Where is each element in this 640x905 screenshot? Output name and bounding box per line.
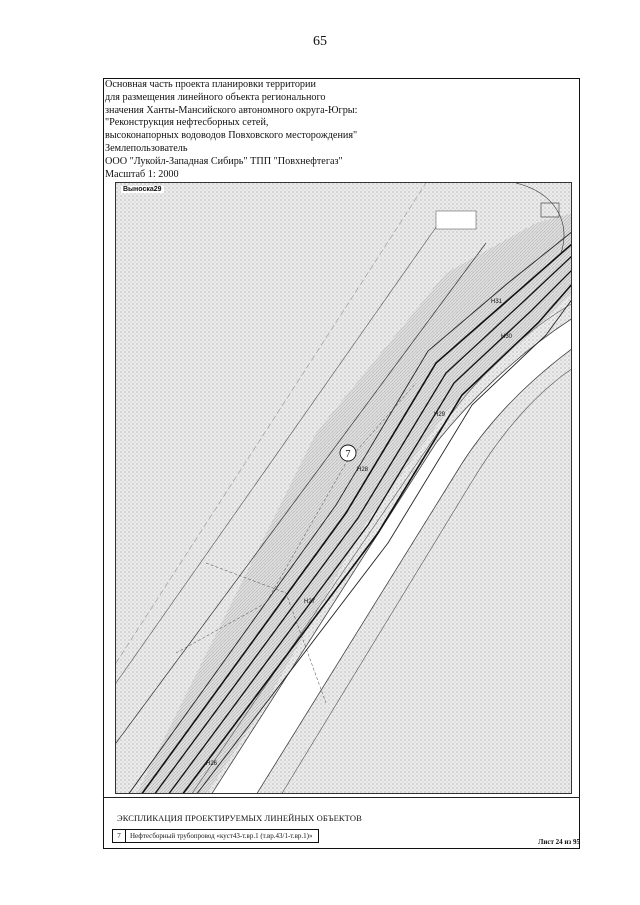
header-line: Масштаб 1: 2000 bbox=[105, 168, 179, 180]
callout-label: Выноска29 bbox=[123, 186, 162, 193]
plan-map-drawing bbox=[116, 183, 572, 794]
header-line: для размещения линейного объекта регионального bbox=[105, 91, 326, 103]
header-line: Землепользователь bbox=[105, 142, 188, 154]
point-label: Н30 bbox=[501, 334, 513, 340]
object-marker: 7 bbox=[345, 449, 351, 460]
point-label: Н26 bbox=[206, 761, 218, 767]
page-number: 65 bbox=[313, 34, 327, 49]
header-line: значения Ханты-Мансийского автономного округа-Югры: bbox=[105, 104, 358, 116]
header-block bbox=[105, 79, 575, 181]
explication-row-number: 7 bbox=[113, 830, 126, 842]
explication-row bbox=[112, 829, 319, 843]
point-label: Н28 bbox=[357, 467, 369, 473]
header-line: Основная часть проекта планировки территории bbox=[105, 79, 316, 90]
point-label: Н31 bbox=[491, 299, 503, 305]
header-line: "Реконструкция нефтесборных сетей, bbox=[105, 117, 269, 129]
divider bbox=[103, 797, 580, 798]
header-line: ООО "Лукойл-Западная Сибирь" ТПП "Повхнефтегаз" bbox=[105, 155, 343, 167]
explication-title: ЭКСПЛИКАЦИЯ ПРОЕКТИРУЕМЫХ ЛИНЕЙНЫХ ОБЪЕКТОВ bbox=[117, 813, 362, 823]
point-label: Н27 bbox=[304, 599, 316, 605]
plan-map bbox=[115, 182, 572, 794]
header-line: высоконапорных водоводов Повховского месторождения" bbox=[105, 130, 358, 142]
sheet-label: Лист 24 из 95 bbox=[538, 838, 580, 846]
explication-row-name: Нефтесборный трубопровод «куст43-т.вр.1 (т.вр.43/1-т.вр.1)» bbox=[130, 832, 313, 840]
point-label: Н29 bbox=[434, 412, 446, 418]
